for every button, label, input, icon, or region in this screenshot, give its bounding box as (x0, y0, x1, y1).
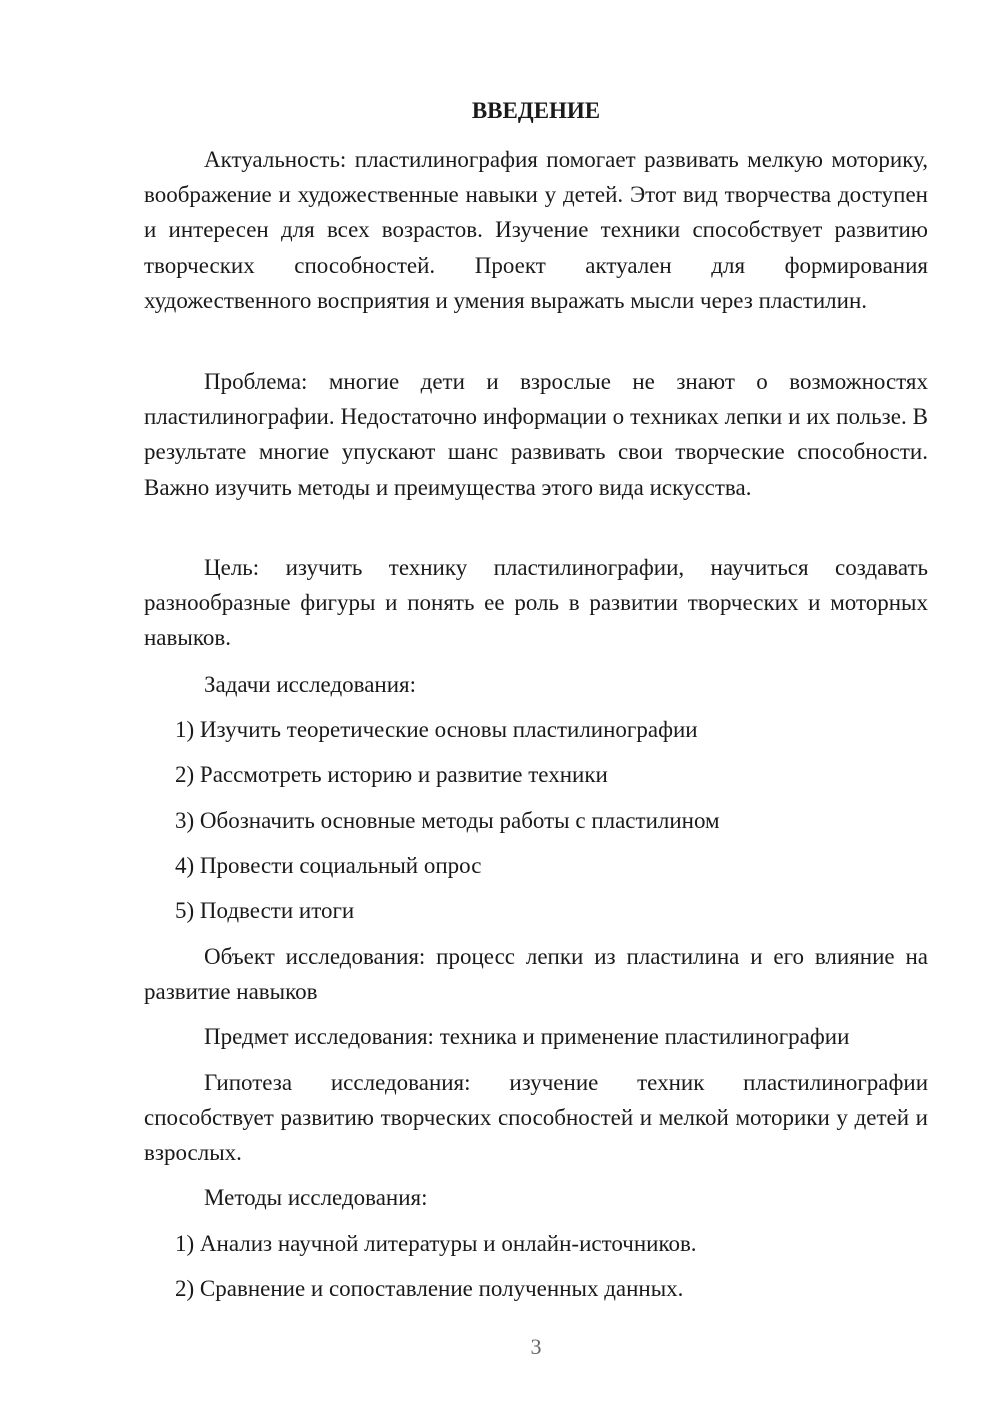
task-item-4: 4) Провести социальный опрос (175, 853, 482, 878)
task-item-1: 1) Изучить теоретические основы пластилинографии (175, 717, 698, 742)
relevance-paragraph: Актуальность: пластилинография помогает развивать мелкую моторику, воображение и художественные навыки у детей. Этот вид творчества доступен и интересен для всех возрастов. Изучение техники способствует развитию творческих способностей. Проект актуален для формирования художественного восприятия и умения выражать мысли через пластилин. (144, 147, 928, 313)
task-item-2: 2) Рассмотреть историю и развитие техники (175, 762, 608, 787)
task-item-5: 5) Подвести итоги (175, 898, 355, 923)
hypothesis-paragraph: Гипотеза исследования: изучение техник пластилинографии способствует развитию творческих способностей и мелкой моторики у детей и взрослых. (144, 1070, 928, 1166)
subject-paragraph: Предмет исследования: техника и применение пластилинографии (204, 1024, 850, 1049)
page-number: 3 (530, 1334, 542, 1359)
section-heading: ВВЕДЕНИЕ (471, 98, 601, 123)
methods-title: Методы исследования: (204, 1185, 428, 1210)
problem-paragraph: Проблема: многие дети и взрослые не знают о возможностях пластилинографии. Недостаточно информации о техниках лепки и их пользе. В результате многие упускают шанс развивать свои творческие способности. Важно изучить методы и преимущества этого вида искусства. (144, 369, 928, 500)
task-item-3: 3) Обозначить основные методы работы с пластилином (175, 808, 720, 833)
goal-paragraph: Цель: изучить технику пластилинографии, научиться создавать разнообразные фигуры и понять ее роль в развитии творческих и моторных навыков. (144, 555, 928, 651)
tasks-title: Задачи исследования: (204, 672, 417, 697)
method-item-1: 1) Анализ научной литературы и онлайн-источников. (175, 1231, 697, 1256)
method-item-2: 2) Сравнение и сопоставление полученных данных. (175, 1276, 684, 1301)
object-paragraph: Объект исследования: процесс лепки из пластилина и его влияние на развитие навыков (144, 944, 928, 1005)
